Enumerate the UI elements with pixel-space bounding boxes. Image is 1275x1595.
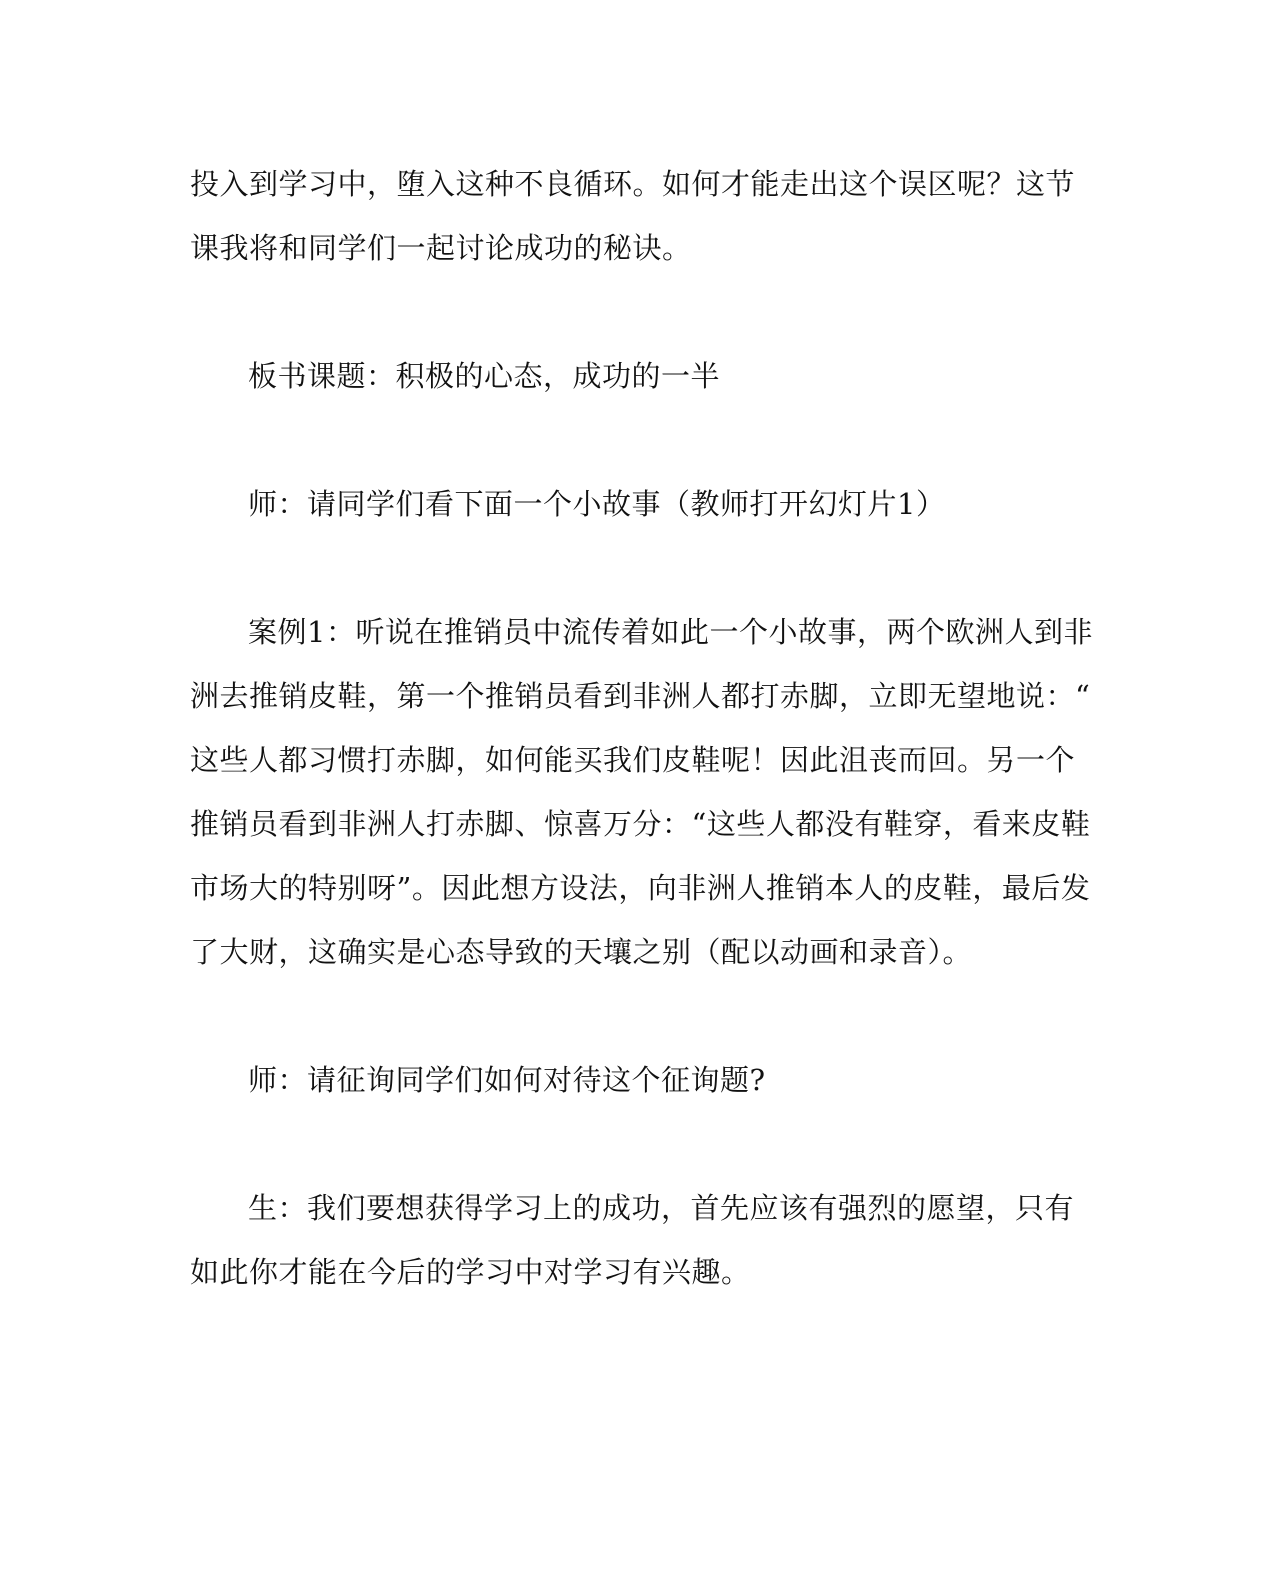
- case-1-line-3: 这些人都习惯打赤脚，如何能买我们皮鞋呢！因此沮丧而回。另一个: [190, 743, 1076, 777]
- teacher-intro: 师：请同学们看下面一个小故事（教师打开幻灯片1）: [248, 487, 946, 521]
- case-1-line-5: 市场大的特别呀”。因此想方设法，向非洲人推销本人的皮鞋，最后发: [190, 871, 1091, 905]
- case-1-line-2: 洲去推销皮鞋，第一个推销员看到非洲人都打赤脚，立即无望地说：“: [190, 679, 1091, 713]
- case-1-line-4: 推销员看到非洲人打赤脚、惊喜万分：“这些人都没有鞋穿，看来皮鞋: [190, 807, 1091, 841]
- board-title: 板书课题：积极的心态，成功的一半: [248, 359, 721, 393]
- teacher-question: 师：请征询同学们如何对待这个征询题?: [248, 1063, 766, 1097]
- student-answer-line-2: 如此你才能在今后的学习中对学习有兴趣。: [190, 1255, 751, 1289]
- case-1-line-6: 了大财，这确实是心态导致的天壤之别（配以动画和录音）。: [190, 935, 973, 969]
- case-1-line-1: 案例1：听说在推销员中流传着如此一个小故事，两个欧洲人到非: [248, 615, 1093, 649]
- student-answer-line-1: 生：我们要想获得学习上的成功，首先应该有强烈的愿望，只有: [248, 1191, 1075, 1225]
- paragraph-1-line-1: 投入到学习中，堕入这种不良循环。如何才能走出这个误区呢？这节: [190, 167, 1076, 201]
- paragraph-1-line-2: 课我将和同学们一起讨论成功的秘诀。: [190, 231, 692, 265]
